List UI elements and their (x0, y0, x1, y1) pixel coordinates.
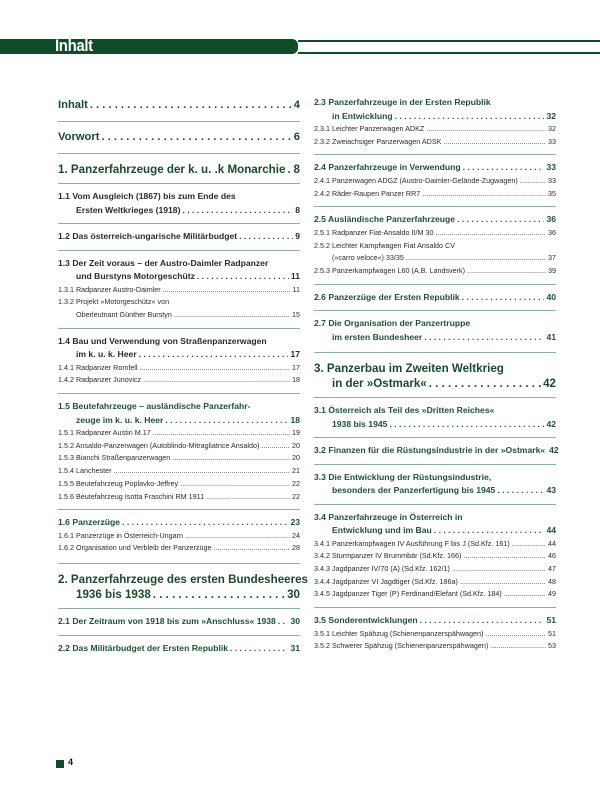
toc-entry-title: 2. Panzerfahrzeuge des ersten Bundesheeres (58, 573, 309, 587)
toc-entry-title: 3.4.1 Panzerkampfwagen IV Ausführung F bis J (Sd.Kfz. 161) (314, 538, 510, 548)
toc-left-column (58, 96, 309, 655)
toc-page-number: 23 (290, 517, 300, 528)
toc-entry-title: Ersten Weltkrieges (1918) (76, 204, 181, 215)
dot-leader (485, 628, 546, 641)
toc-section[interactable] (314, 444, 559, 458)
toc-entry-title: 1.5.1 Radpanzer Austin M.17 (58, 428, 151, 438)
divider (58, 635, 300, 636)
toc-page-number: 30 (290, 616, 300, 627)
toc-subentry[interactable] (314, 123, 556, 136)
dot-leader (206, 491, 290, 504)
toc-page-number: 19 (292, 428, 300, 438)
dot-leader (153, 427, 290, 440)
dot-leader (278, 615, 289, 629)
toc-entry-title: in der »Ostmark« (332, 377, 427, 391)
footer-square-icon (56, 760, 64, 768)
toc-subentry[interactable] (58, 374, 300, 387)
toc-page-number: 18 (292, 375, 300, 385)
dot-leader (490, 640, 546, 653)
toc-section[interactable] (314, 96, 556, 123)
dot-leader (101, 130, 291, 145)
toc-entry-title: 2.7 Die Organisation der Panzertruppe (314, 318, 471, 329)
toc-entry-title: 2.6 Panzerzüge der Ersten Republik (314, 291, 460, 302)
toc-chapter[interactable] (58, 162, 300, 177)
toc-entry-title: Oberleutnant Günther Burstyn (76, 309, 172, 319)
dot-leader (261, 440, 290, 453)
dot-leader (467, 265, 546, 278)
toc-subentry[interactable] (58, 530, 300, 543)
dot-leader (460, 576, 546, 589)
divider (314, 504, 556, 505)
toc-entry-title: 3.5.2 Schwerer Spähzug (Schienenpanzerspähwagen) (314, 641, 489, 651)
dot-leader (230, 642, 288, 656)
toc-section[interactable] (314, 213, 556, 227)
toc-section[interactable] (58, 230, 300, 244)
toc-page-number: 15 (292, 309, 300, 319)
dot-leader (462, 291, 545, 305)
dot-leader (389, 418, 544, 432)
toc-page-number: 4 (293, 99, 300, 111)
header-rule (298, 40, 600, 54)
toc-entry-title: im k. u. k. Heer (76, 349, 137, 360)
toc-entry-title: 3.4 Panzerfahrzeuge in Österreich in (314, 511, 463, 522)
toc-entry-title: 2.3.1 Leichter Panzerwagen ADKZ (314, 124, 425, 133)
toc-page-number: 11 (292, 284, 300, 294)
toc-page-number: 20 (292, 453, 300, 463)
toc-page-number: 33 (548, 136, 556, 146)
toc-section[interactable] (58, 642, 300, 656)
divider (314, 206, 556, 207)
toc-entry-title: 3.4.3 Jagdpanzer IV/70 (A) (Sd.Kfz. 162/1) (314, 564, 450, 574)
toc-page-number: 8 (293, 163, 300, 176)
toc-entry-title: im ersten Bundesheer (332, 331, 423, 342)
toc-page-number: 28 (292, 543, 300, 553)
header-bar (0, 39, 298, 54)
toc-entry-title: 3.2 Finanzen für die Rüstungsindustrie in der »Ostmark« (314, 445, 546, 456)
toc-subentry[interactable] (314, 265, 556, 278)
dot-leader (172, 452, 290, 465)
divider (314, 397, 556, 398)
toc-page-number: 9 (295, 231, 300, 241)
dot-leader (185, 530, 290, 543)
dot-leader (122, 516, 288, 530)
toc-subentry[interactable] (58, 452, 300, 465)
toc-subentry[interactable] (314, 240, 556, 265)
toc-entry-title: 3.3 Die Entwicklung der Rüstungsindustrie, (314, 471, 492, 482)
dot-leader (434, 524, 545, 538)
divider (58, 183, 300, 184)
dot-leader (165, 414, 288, 428)
divider (314, 352, 556, 353)
toc-subentry[interactable] (58, 542, 300, 555)
toc-section[interactable] (58, 257, 300, 284)
toc-entry-title: 1.3.1 Radpanzer Austro-Daimler (58, 284, 161, 294)
dot-leader (114, 465, 290, 478)
toc-entry-title: 1.4.1 Radpanzer Romfell (58, 362, 138, 372)
divider (314, 310, 556, 311)
divider (58, 328, 300, 329)
toc-entry-title: zeuge im k. u. k. Heer (76, 414, 164, 425)
divider (58, 121, 300, 122)
toc-entry-title: 1.6.2 Organisation und Verbleib der Panzerzüge (58, 543, 212, 553)
dot-leader (182, 204, 293, 218)
toc-entry-title: 3. Panzerbau im Zweiten Weltkrieg (314, 362, 504, 376)
dot-leader (452, 563, 546, 576)
toc-section[interactable] (58, 335, 300, 362)
toc-page-number: 44 (548, 538, 556, 548)
toc-page-number: 11 (290, 271, 300, 281)
dot-leader (406, 252, 546, 265)
divider (314, 464, 556, 465)
toc-page-number: 36 (548, 227, 556, 237)
toc-chapter[interactable] (58, 572, 309, 602)
dot-leader (420, 614, 545, 628)
toc-page-number: 32 (546, 110, 556, 121)
toc-section[interactable] (314, 291, 556, 305)
toc-entry-title: 1.5.4 Lanchester (58, 466, 112, 476)
toc-subentry[interactable] (314, 188, 556, 201)
toc-entry-title: 1938 bis 1945 (332, 418, 388, 429)
toc-subentry[interactable] (58, 440, 300, 453)
divider (58, 393, 300, 394)
dot-leader (426, 123, 546, 136)
dot-leader (174, 309, 290, 322)
divider (314, 607, 556, 608)
dot-leader (395, 110, 545, 124)
toc-page-number: 21 (292, 466, 300, 476)
toc-entry-title: 3.1 Österreich als Teil des »Dritten Reiches« (314, 405, 495, 416)
toc-entry-title: Vorwort (58, 131, 100, 143)
toc-page-number: 41 (546, 331, 556, 342)
toc-page-number: 36 (546, 214, 556, 225)
toc-section[interactable] (314, 161, 556, 175)
toc-entry-title: 2.4 Panzerfahrzeuge in Verwendung (314, 162, 461, 173)
toc-page-number: 44 (546, 525, 556, 536)
toc-subentry[interactable] (314, 175, 556, 188)
toc-chapter[interactable] (58, 130, 300, 145)
toc-page-number: 43 (546, 485, 556, 496)
dot-leader (463, 161, 545, 175)
toc-page-number: 31 (290, 642, 300, 653)
dot-leader (512, 538, 546, 551)
toc-subentry[interactable] (58, 478, 300, 491)
toc-page-number: 51 (546, 615, 556, 626)
toc-entry-title: Entwicklung und im Bau (332, 525, 432, 536)
toc-page-number: 18 (290, 414, 300, 425)
toc-subentry[interactable] (314, 576, 556, 589)
dot-leader (90, 98, 292, 113)
toc-entry-title: 1.2 Das österreich-ungarische Militärbudget (58, 231, 238, 241)
toc-page-number: 51 (548, 628, 556, 638)
toc-subentry[interactable] (314, 640, 556, 653)
dot-leader (239, 230, 293, 244)
toc-page-number: 42 (549, 445, 559, 456)
toc-entry-title: 1.5.2 Ansaldo-Panzerwagen (Autoblindo-Mitragliatrice Ansaldo) (58, 440, 260, 450)
toc-section[interactable] (314, 471, 556, 498)
toc-subentry[interactable] (314, 227, 556, 240)
toc-entry-title: 2.5.1 Radpanzer Fiat-Ansaldo II/M 30 (314, 227, 434, 237)
dot-leader (180, 478, 290, 491)
toc-entry-title: 2.3.2 Zweiachsiger Panzerwagen ADSK (314, 136, 442, 146)
toc-page-number: 49 (548, 589, 556, 599)
dot-leader (429, 376, 541, 391)
toc-section[interactable] (314, 404, 556, 431)
toc-subentry[interactable] (58, 284, 300, 297)
toc-section[interactable] (58, 400, 300, 427)
toc-entry-title: 1.6 Panzerzüge (58, 517, 121, 528)
divider (314, 284, 556, 285)
toc-entry-title: 2.4.1 Panzerwagen ADGZ (Austro-Daimler-Gelände-Zugwagen) (314, 175, 518, 185)
dot-leader (435, 227, 546, 240)
toc-page-number: 17 (290, 349, 300, 360)
toc-entry-title: 2.5.2 Leichter Kampfwagen Fiat Ansaldo CV (314, 240, 456, 250)
toc-subentry[interactable] (314, 563, 556, 576)
toc-entry-title: und Burstyns Motorgeschütz (76, 271, 195, 281)
dot-leader (197, 270, 289, 284)
toc-section[interactable] (314, 317, 556, 344)
toc-entry-title: 3.5 Sonderentwicklungen (314, 615, 418, 626)
dot-leader (153, 587, 285, 602)
toc-page-number: 24 (292, 530, 300, 540)
toc-subentry[interactable] (58, 362, 300, 375)
page-number: 4 (68, 757, 74, 767)
toc-entry-title: 3.4.4 Jagdpanzer VI Jagdtiger (Sd.Kfz. 186a) (314, 576, 458, 586)
toc-entry-title: 2.4.2 Räder-Raupen Panzer RR7 (314, 188, 421, 198)
toc-chapter[interactable] (58, 98, 300, 113)
toc-entry-title: 3.4.2 Sturmpanzer IV Brummbär (Sd.Kfz. 166) (314, 551, 462, 561)
divider (58, 250, 300, 251)
toc-entry-title: (»carro veloce«) 33/35 (332, 253, 404, 263)
toc-page-number: 46 (548, 551, 556, 561)
toc-entry-title: besonders der Panzerfertigung bis 1945 (332, 485, 496, 496)
dot-leader (424, 331, 544, 345)
toc-entry-title: 3.5.1 Leichter Spähzug (Schienenpanzerspähwagen) (314, 628, 484, 638)
toc-entry-title: 1.5.3 Bianchi Straßenpanzerwagen (58, 453, 171, 463)
toc-section[interactable] (58, 516, 300, 530)
toc-subentry[interactable] (58, 296, 300, 321)
dot-leader (287, 162, 291, 177)
toc-subentry[interactable] (314, 628, 556, 641)
toc-subentry[interactable] (58, 427, 300, 440)
toc-page-number: 32 (548, 124, 556, 133)
toc-entry-title: 1.4 Bau und Verwendung von Straßenpanzerwagen (58, 335, 267, 346)
toc-section[interactable] (314, 614, 556, 628)
divider (58, 608, 300, 609)
toc-page-number: 42 (543, 377, 556, 391)
toc-section[interactable] (58, 615, 300, 629)
dot-leader (497, 484, 544, 498)
toc-subentry[interactable] (314, 538, 556, 551)
toc-entry-title: 1.5.5 Beutefahrzeug Poplavko-Jeffrey (58, 478, 179, 488)
toc-page-number: 35 (548, 188, 556, 198)
toc-page-number: 22 (292, 491, 300, 501)
toc-page-number: 42 (546, 418, 556, 429)
dot-leader (140, 362, 290, 375)
toc-page-number: 17 (292, 362, 300, 372)
toc-page-number: 39 (548, 265, 556, 275)
divider (58, 153, 300, 154)
toc-entry-title: 2.5.3 Panzerkampfwagen L60 (A.B. Landsverk) (314, 265, 466, 275)
toc-page-number: 53 (548, 641, 556, 651)
toc-entry-title: 2.5 Ausländische Panzerfahrzeuge (314, 214, 456, 225)
divider (314, 437, 556, 438)
toc-entry-title: 1.1 Vom Ausgleich (1867) bis zum Ende des (58, 191, 236, 201)
toc-entry-title: 1.4.2 Radpanzer Junovicz (58, 375, 142, 385)
toc-subentry[interactable] (58, 465, 300, 478)
toc-entry-title: 3.4.5 Jagdpanzer Tiger (P) Ferdinand/Elefant (Sd.Kfz. 184) (314, 589, 502, 599)
dot-leader (504, 588, 546, 601)
toc-entry-title: 1. Panzerfahrzeuge der k. u. .k Monarchie (58, 163, 286, 176)
toc-entry-title: 2.3 Panzerfahrzeuge in der Ersten Republik (314, 97, 491, 107)
dot-leader (457, 213, 544, 227)
dot-leader (520, 175, 546, 188)
toc-entry-title: 2.2 Das Militärbudget der Ersten Republik (58, 642, 229, 653)
toc-entry-title: 1.5.6 Beutefahrzeug Isotta Fraschini RM 1911 (58, 491, 205, 501)
dot-leader (463, 550, 546, 563)
toc-page-number: 37 (548, 253, 556, 263)
toc-chapter[interactable] (314, 361, 556, 391)
divider (314, 154, 556, 155)
toc-entry-title: 2.1 Der Zeitraum von 1918 bis zum »Anschluss« 1938 (58, 616, 276, 627)
toc-page-number: 20 (292, 440, 300, 450)
toc-right-column (314, 96, 559, 653)
dot-leader (422, 188, 546, 201)
toc-page-number: 48 (548, 576, 556, 586)
dot-leader (443, 136, 546, 149)
toc-entry-title: 1.6.1 Panzerzüge in Österreich-Ungarn (58, 530, 184, 540)
toc-page-number: 33 (548, 175, 556, 185)
toc-page-number: 22 (292, 478, 300, 488)
dot-leader (139, 348, 289, 362)
page-title: Inhalt (55, 36, 93, 55)
toc-page-number: 6 (293, 131, 300, 143)
divider (58, 223, 300, 224)
toc-subentry[interactable] (314, 136, 556, 149)
toc-subentry[interactable] (314, 588, 556, 601)
toc-page-number: 47 (548, 564, 556, 574)
divider (58, 509, 300, 510)
toc-section[interactable] (58, 190, 300, 217)
dot-leader (143, 374, 290, 387)
toc-entry-title: Inhalt (58, 99, 88, 111)
toc-page-number: 8 (295, 204, 300, 215)
toc-entry-title: 1.3.2 Projekt »Motorgeschütz« von (58, 297, 170, 307)
toc-page-number: 33 (546, 162, 556, 173)
toc-entry-title: 1.5 Beutefahrzeuge – ausländische Panzerfahr- (58, 401, 251, 412)
dot-leader (213, 542, 290, 555)
toc-entry-title: 1936 bis 1938 (76, 588, 151, 602)
toc-subentry[interactable] (314, 550, 556, 563)
toc-page-number: 30 (287, 588, 300, 602)
dot-leader (163, 284, 291, 297)
toc-entry-title: in Entwicklung (332, 110, 393, 121)
toc-page-number: 40 (546, 291, 556, 302)
divider (58, 563, 300, 564)
toc-section[interactable] (314, 511, 556, 538)
toc-subentry[interactable] (58, 491, 300, 504)
toc-entry-title: 1.3 Der Zeit voraus – der Austro-Daimler Radpanzer (58, 257, 269, 268)
